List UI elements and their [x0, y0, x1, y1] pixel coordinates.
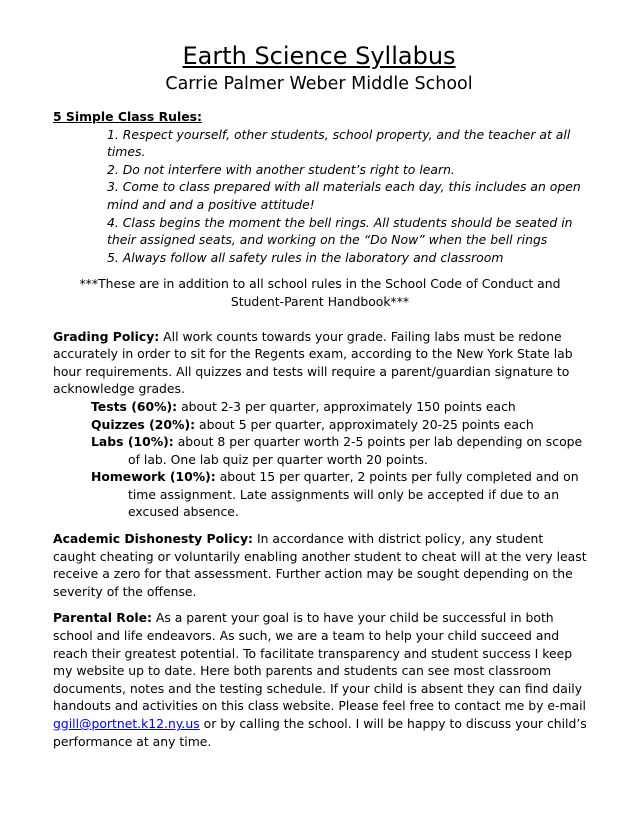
parental-label: Parental Role: [53, 610, 152, 626]
dishonesty-text: In accordance with district policy, any student caught cheating or voluntarily enabling another student to cheat will at the very least receive a zero for that assessment. Further action may be sought depending on the severity of the offense. [53, 531, 587, 599]
rule-item: 2. Do not interfere with another student’s right to learn. [107, 161, 455, 177]
grading-policy [53, 328, 587, 398]
grade-item-label: Quizzes (20%): [91, 416, 196, 432]
parental-text: As a parent your goal is to have your child be successful in both school and life endeavors. As such, we are a team to help your child succeed and reach their greatest potential. To facilitate transparency and student success I keep my website up to date. Here both parents and students can see most classroom documents, notes and the testing schedule. If your child is absent they can find daily handouts and activities on this class website. Please feel free to contact me by e-mail [53, 610, 586, 714]
grading-label: Grading Policy: [53, 328, 160, 344]
grade-item-text: about 5 per quarter, approximately 20-25 points each [195, 416, 534, 432]
grading-text: All work counts towards your grade. Failing labs must be redone accurately in order to sit for the Regents exam, according to the New York State lab hour requirements. All quizzes and tests will require a parent/guardian signature to acknowledge grades. [53, 328, 573, 397]
rule-item: 3. Come to class prepared with all materials each day, this includes an open mind and and a positive attitude! [107, 179, 581, 212]
grade-item-text: about 8 per quarter worth 2-5 points per lab depending on scope of lab. One lab quiz per quarter worth 20 points. [128, 434, 583, 467]
grade-item-labs [53, 433, 587, 468]
rule-item: 4. Class begins the moment the bell rings. All students should be seated in their assigned seats, and working on the “Do Now” when the bell rings [107, 214, 573, 248]
grade-item-label: Labs (10%): [91, 434, 174, 450]
grade-item-tests [53, 398, 587, 416]
rules-list [53, 126, 587, 267]
grade-item-text: about 15 per quarter, 2 points per fully completed and on time assignment. Late assignments will only be accepted if due to an excused absence. [128, 469, 579, 520]
grade-item-homework [53, 468, 587, 521]
parental-role [53, 609, 587, 750]
dishonesty-label: Academic Dishonesty Policy: [53, 531, 254, 547]
grade-item-label: Tests (60%): [91, 398, 178, 414]
grade-item-label: Homework (10%): [91, 469, 216, 485]
syllabus-body [53, 108, 587, 750]
email-link[interactable]: ggill@portnet.k12.ny.us [53, 716, 200, 731]
rule-item: 1. Respect yourself, other students, school property, and the teacher at all times. [107, 126, 571, 160]
rules-heading: 5 Simple Class Rules: [53, 109, 202, 124]
page-title: Earth Science Syllabus [182, 42, 456, 70]
rules-note: ***These are in addition to all school rules in the School Code of Conduct and Student-Parent Handbook*** [79, 276, 561, 309]
grade-item-quizzes [53, 416, 587, 434]
rule-item: 5. Always follow all safety rules in the laboratory and classroom [107, 249, 504, 265]
school-name: Carrie Palmer Weber Middle School [165, 74, 473, 94]
grade-item-text: about 2-3 per quarter, approximately 150 points each [177, 398, 516, 414]
dishonesty-policy [53, 530, 587, 600]
parental-text-end: or by calling the school. I will be happy to discuss your child’s performance at any time. [53, 716, 587, 749]
